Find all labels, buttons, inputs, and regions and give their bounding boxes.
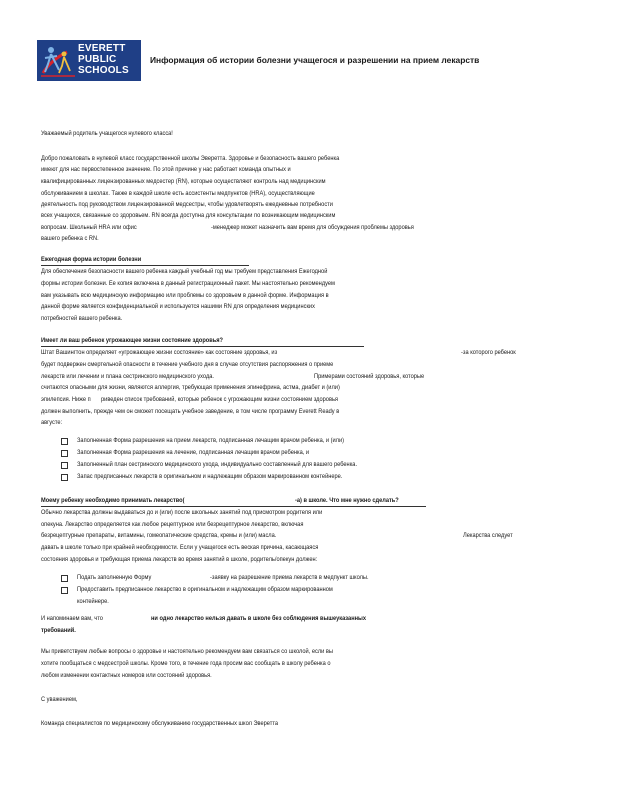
checkbox-icon [61,462,68,469]
greeting: Уважаемый родитель учащегося нулевого класса! [41,130,173,137]
lifethreat-line: лекарств или лечении и плана сестринского медицинского ухода. [41,373,214,380]
lifethreat-line: считаются опасными для жизни, являются аллергия, требующая применения эпинефрина, астма, диабет и (или) [41,384,340,391]
intro-line: Добро пожаловать в нулевой класс государственной школы Эверетта. Здоровье и безопасность вашего ребенка [41,155,340,162]
section-heading-annual-form: Ежегодная форма истории болезни [41,256,142,263]
heading-underline [41,265,249,266]
document-title: Информация об истории болезни учащегося и разрешении на прием лекарств [150,55,480,65]
heading-underline [41,506,426,507]
lifethreat-line: Штат Вашингтон определяет «угрожающее жизни состояние» как состояние здоровья, из [41,349,278,356]
requirement-item: Заполненная Форма разрешения на прием лекарств, подписанная лечащим врачом ребенка, и (или) [77,437,345,444]
logo-text-everett: EVERETT [78,43,126,54]
closing-line: хотите пообщаться с медсестрой школы. Кроме того, в течение года просим вас сообщать в школу ребенка о [41,660,331,667]
intro-line: имеют для нас первостепенное значение. По этой причине у нас работает команда опытных и [41,166,291,173]
logo-text-public: PUBLIC [78,54,117,65]
checkbox-icon [61,474,68,481]
checkbox-icon [61,450,68,457]
signature: Команда специалистов по медицинскому обслуживанию государственных школ Эверетта [41,720,279,727]
logo-text-schools: SCHOOLS [78,65,129,76]
intro-line: вопросам. Школьный HRA или офис [41,224,137,231]
medication-line: Обычно лекарства должны выдаваться до и (или) после школьных занятий под присмотром родителя или [41,509,323,516]
section-heading-medication: Моему ребенку необходимо принимать лекарство( [41,497,185,504]
annual-line: вам указывать всю медицинскую информацию или проблемы со здоровьем в данной форме. Информация в [41,292,329,299]
lifethreat-line: Примерами состояний здоровья, которые [314,373,425,380]
medication-line: состояния здоровья и требующая приема лекарств во время занятий в школе, родитель/опекун должен: [41,556,318,563]
reminder-line: ни одно лекарство нельзя давать в школе без соблюдения вышеуказанных [151,615,367,622]
checkbox-icon [61,438,68,445]
lifethreat-line: будет подвержен смертельной опасности в течение учебного дня в случае отсутствия распоряжения о приеме [41,361,334,368]
intro-line: обслуживанием в школах. Также в каждой школе есть ассистенты медпунктов (HRA), осуществляющие [41,190,315,197]
parent-step: Предоставить предписанное лекарство в оригинальном и надлежащим образом маркированном [77,586,333,593]
annual-line: потребностей вашего ребенка. [41,315,123,322]
everett-public-schools-logo [37,40,141,81]
medication-line: опекуна. Лекарство определяется как любое рецептурное или безрецептурное лекарство, включая [41,521,304,528]
figures-icon [37,40,81,81]
requirement-item: Заполненная Форма разрешения на лечение, подписанная лечащим врачом ребенка, и [77,449,310,456]
section-heading-life-threatening: Имеет ли ваш ребенок угрожающее жизни состояние здоровья? [41,337,224,344]
closing-line: любом изменении контактных номеров или состояний здоровья. [41,672,212,679]
lifethreat-line: риведен список требований, которые ребенок с угрожающим жизни состоянием здоровья [101,396,338,403]
checkbox-icon [61,587,68,594]
lifethreat-line: должен выполнить, прежде чем он сможет посещать учебное заведение, в том числе программу Everett Ready в [41,408,340,415]
intro-line: -менеджер может назначить вам время для обсуждения проблемы здоровья [211,224,414,231]
parent-step: контейнере. [77,598,109,605]
annual-line: формы истории болезни. Ее копия включена в данный регистрационный пакет. Мы настоятельно рекомендуем [41,280,335,287]
regards: С уважением, [41,696,78,703]
reminder-line: требований. [41,627,76,634]
medication-line: Лекарства следует [463,532,513,539]
requirement-item: Заполненный план сестринского медицинского ухода, индивидуально составленный для вашего ребенка. [77,461,358,468]
closing-line: Мы приветствуем любые вопросы о здоровье и настоятельно рекомендуем вам связаться со школой, если вы [41,648,333,655]
section-heading-medication: -а) в школе. Что мне нужно сделать? [295,497,399,504]
intro-line: деятельность под руководством лицензированной медсестры, чтобы удовлетворять ежедневные потребности [41,201,333,208]
lifethreat-line: -за которого ребенок [461,349,516,356]
requirement-item: Запас предписанных лекарств в оригинальном и надлежащим образом маркированном контейнере. [77,473,343,480]
annual-line: данной форме является конфиденциальной и используется нашими RN для определения медицинских [41,303,315,310]
checkbox-icon [61,575,68,582]
reminder-line: И напоминаем вам, что [41,615,103,622]
medication-line: давать в школе только при крайней необходимости. Если у учащегося есть веская причина, касающаяся [41,544,319,551]
medication-line: безрецептурные препараты, витамины, гомеопатические средства, кремы и (или) масла. [41,532,277,539]
lifethreat-line: эпилепсия. Ниже п [41,396,91,403]
intro-line: вашего ребенка с RN. [41,235,99,242]
annual-line: Для обеспечения безопасности вашего ребенка каждый учебный год мы требуем представления Ежегодной [41,268,328,275]
heading-underline [41,346,364,347]
intro-line: всех учащихся, связанные со здоровьем. RN всегда доступна для консультации по возникающим медицинским [41,212,336,219]
parent-step: Подать заполненную Форму [77,574,152,581]
intro-line: квалифицированных лицензированных медсестер (RN), которые осуществляют контроль над медицинским [41,178,326,185]
parent-step: -заявку на разрешение приема лекарств в медпункт школы. [210,574,369,581]
lifethreat-line: августе: [41,419,63,426]
